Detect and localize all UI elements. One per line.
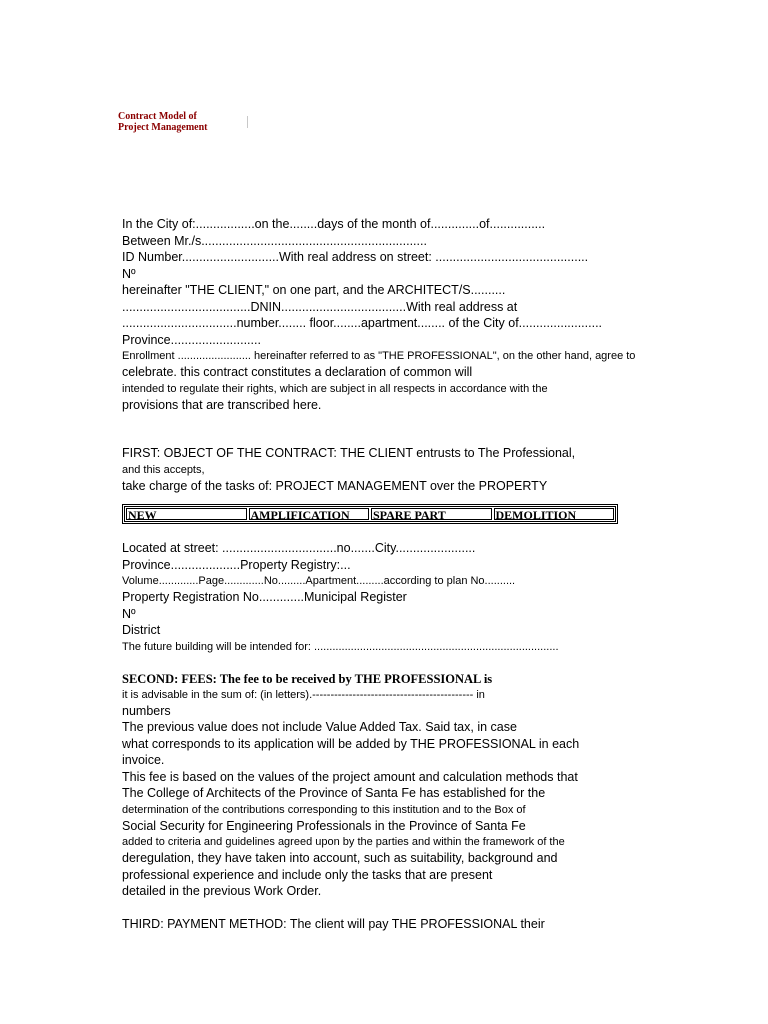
- second-clause-line: determination of the contributions corresponding to this institution and to the Box of: [122, 803, 526, 816]
- second-clause-line: deregulation, they have taken into account, such as suitability, background and: [122, 851, 558, 865]
- intro-line-province: Province..........................: [122, 332, 261, 347]
- intro-line-address: .................................number........ floor........apartment........ of the City of........................: [122, 316, 603, 330]
- header-title-line-1: Contract Model of: [118, 111, 197, 122]
- header-divider: [247, 116, 248, 128]
- location-line-street: Located at street: .................................no.......City.......................: [122, 541, 476, 555]
- intro-section: [122, 216, 682, 413]
- intro-line-enrollment: Enrollment ........................ hereinafter referred to as "THE PROFESSIONAL", on the other hand, agree to: [122, 350, 636, 362]
- property-type-spare-part: SPARE PART: [371, 508, 492, 520]
- header-title-line-2: Project Management: [118, 122, 208, 133]
- contract-body: [122, 216, 682, 932]
- second-clause-line: numbers: [122, 703, 171, 718]
- second-clause: [122, 671, 682, 900]
- intro-line-between: Between Mr./s.................................................................: [122, 233, 427, 248]
- first-clause-heading: FIRST: OBJECT OF THE CONTRACT: THE CLIENT entrusts to The Professional,: [122, 446, 576, 460]
- location-line-registration: Property Registration No.............Municipal Register: [122, 590, 407, 604]
- spacer: [122, 655, 682, 671]
- second-clause-line: added to criteria and guidelines agreed upon by the parties and within the framework of the: [122, 836, 565, 848]
- intro-line-provisions: provisions that are transcribed here.: [122, 397, 322, 412]
- document-header: [118, 111, 208, 133]
- third-clause-heading: THIRD: PAYMENT METHOD: The client will pay THE PROFESSIONAL their: [122, 916, 545, 931]
- property-type-new: NEW: [126, 508, 247, 520]
- location-line-volume: Volume.............Page.............No.........Apartment.........according to plan No..........: [122, 575, 516, 587]
- intro-line-client: hereinafter "THE CLIENT," on one part, and the ARCHITECT/S..........: [122, 283, 506, 297]
- spacer: [122, 524, 682, 540]
- intro-line-city: In the City of:.................on the........days of the month of..............of................: [122, 217, 546, 231]
- second-clause-line: what corresponds to its application will be added by THE PROFESSIONAL in each: [122, 736, 580, 751]
- second-clause-line: it is advisable in the sum of: (in letters).-------------------------------------------- in: [122, 688, 485, 701]
- first-clause-line-tasks: take charge of the tasks of: PROJECT MANAGEMENT over the PROPERTY: [122, 478, 548, 493]
- intro-line-dnin: .....................................DNIN....................................With real address at: [122, 299, 518, 314]
- second-clause-line: detailed in the previous Work Order.: [122, 884, 322, 898]
- property-type-amplification: AMPLIFICATION: [249, 508, 370, 520]
- second-clause-line: This fee is based on the values of the project amount and calculation methods that: [122, 769, 578, 784]
- intro-line-id: ID Number............................With real address on street: ............................................: [122, 250, 589, 264]
- location-line-district: District: [122, 623, 161, 637]
- location-line-number: Nº: [122, 606, 136, 621]
- intro-line-intended: intended to regulate their rights, which are subject in all respects in accordance with the: [122, 382, 548, 395]
- second-clause-line: The previous value does not include Value Added Tax. Said tax, in case: [122, 720, 517, 734]
- spacer: [122, 900, 682, 916]
- second-clause-line: professional experience and include only the tasks that are present: [122, 867, 493, 882]
- first-clause-line-accepts: and this accepts,: [122, 463, 205, 476]
- property-type-table: [122, 504, 618, 524]
- intro-line-number: Nº: [122, 266, 136, 281]
- second-clause-line: The College of Architects of the Province of Santa Fe has established for the: [122, 786, 546, 800]
- second-clause-heading: SECOND: FEES: The fee to be received by THE PROFESSIONAL is: [122, 671, 493, 686]
- second-clause-line: invoice.: [122, 753, 165, 767]
- location-line-intended: The future building will be intended for: ................................................................................: [122, 640, 559, 653]
- location-line-province: Province....................Property Registry:...: [122, 557, 351, 572]
- first-clause: [122, 445, 682, 494]
- intro-line-celebrate: celebrate. this contract constitutes a declaration of common will: [122, 365, 473, 379]
- second-clause-line: Social Security for Engineering Professionals in the Province of Santa Fe: [122, 818, 526, 833]
- property-type-demolition: DEMOLITION: [494, 508, 615, 520]
- spacer: [122, 413, 682, 445]
- location-section: [122, 540, 682, 655]
